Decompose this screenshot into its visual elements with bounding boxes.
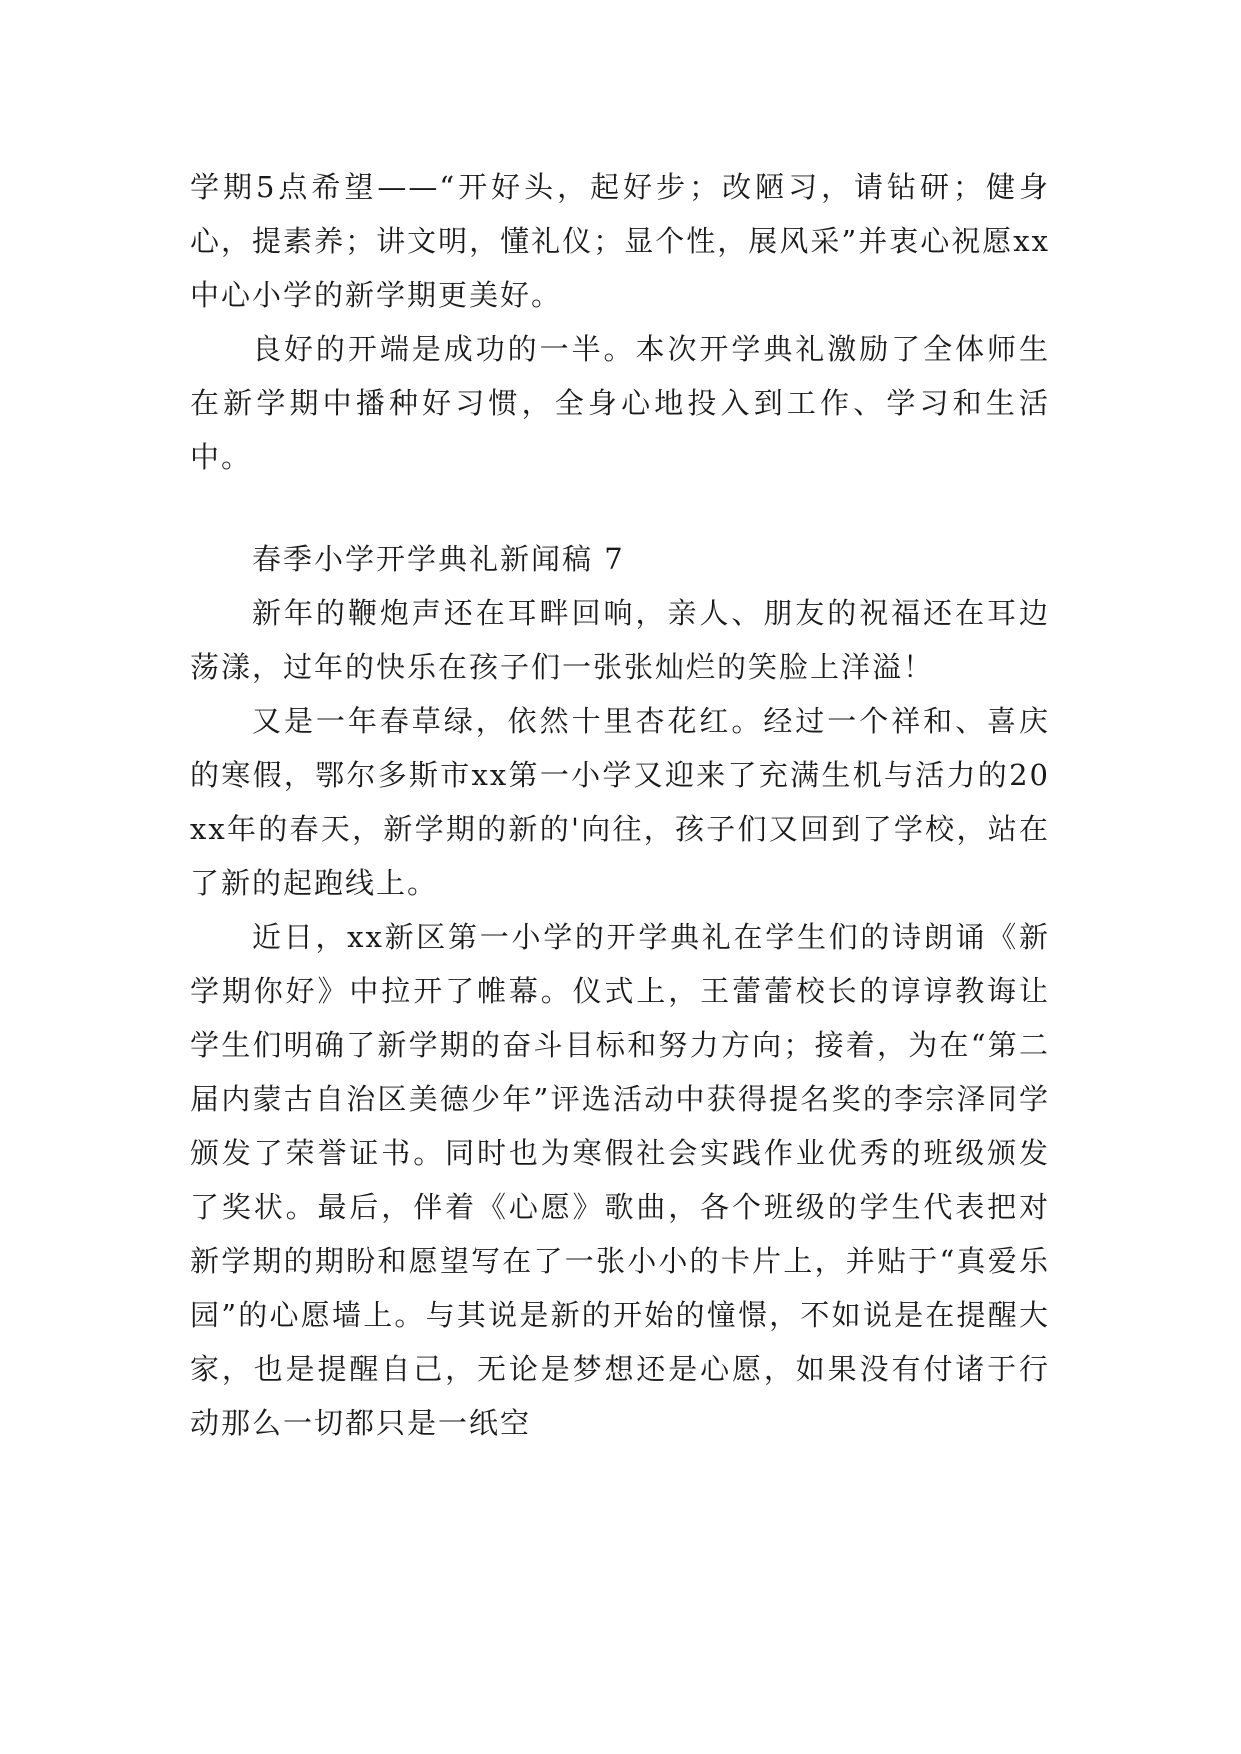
paragraph-3: 新年的鞭炮声还在耳畔回响，亲人、朋友的祝福还在耳边荡漾，过年的快乐在孩子们一张张灿烂的笑脸上洋溢！ [190, 596, 1050, 684]
paragraph-2: 良好的开端是成功的一半。本次开学典礼激励了全体师生在新学期中播种好习惯，全身心地投入到工作、学习和生活中。 [190, 332, 1050, 474]
section-heading: 春季小学开学典礼新闻稿 7 [252, 542, 625, 576]
paragraph-1: 学期5点希望——“开好头，起好步；改陋习，请钻研；健身心，提素养；讲文明，懂礼仪；显个性，展风采”并衷心祝愿xx中心小学的新学期更美好。 [190, 170, 1050, 312]
paragraph-5: 近日，xx新区第一小学的开学典礼在学生们的诗朗诵《新学期你好》中拉开了帷幕。仪式上，王蕾蕾校长的谆谆教诲让学生们明确了新学期的奋斗目标和努力方向；接着，为在“第二届内蒙古自治区美德少年”评选活动中获得提名奖的李宗泽同学颁发了荣誉证书。同时也为寒假社会实践作业优秀的班级颁发了奖状。最后，伴着《心愿》歌曲，各个班级的学生代表把对新学期的期盼和愿望写在了一张小小的卡片上，并贴于“真爱乐园”的心愿墙上。与其说是新的开始的憧憬，不如说是在提醒大家，也是提醒自己，无论是梦想还是心愿，如果没有付诸于行动那么一切都只是一纸空 [190, 920, 1050, 1440]
paragraph-4: 又是一年春草绿，依然十里杏花红。经过一个祥和、喜庆的寒假，鄂尔多斯市xx第一小学又迎来了充满生机与活力的20xx年的春天，新学期的新的'向往，孩子们又回到了学校，站在了新的起跑线上。 [190, 704, 1050, 900]
document-body [190, 160, 1050, 1450]
